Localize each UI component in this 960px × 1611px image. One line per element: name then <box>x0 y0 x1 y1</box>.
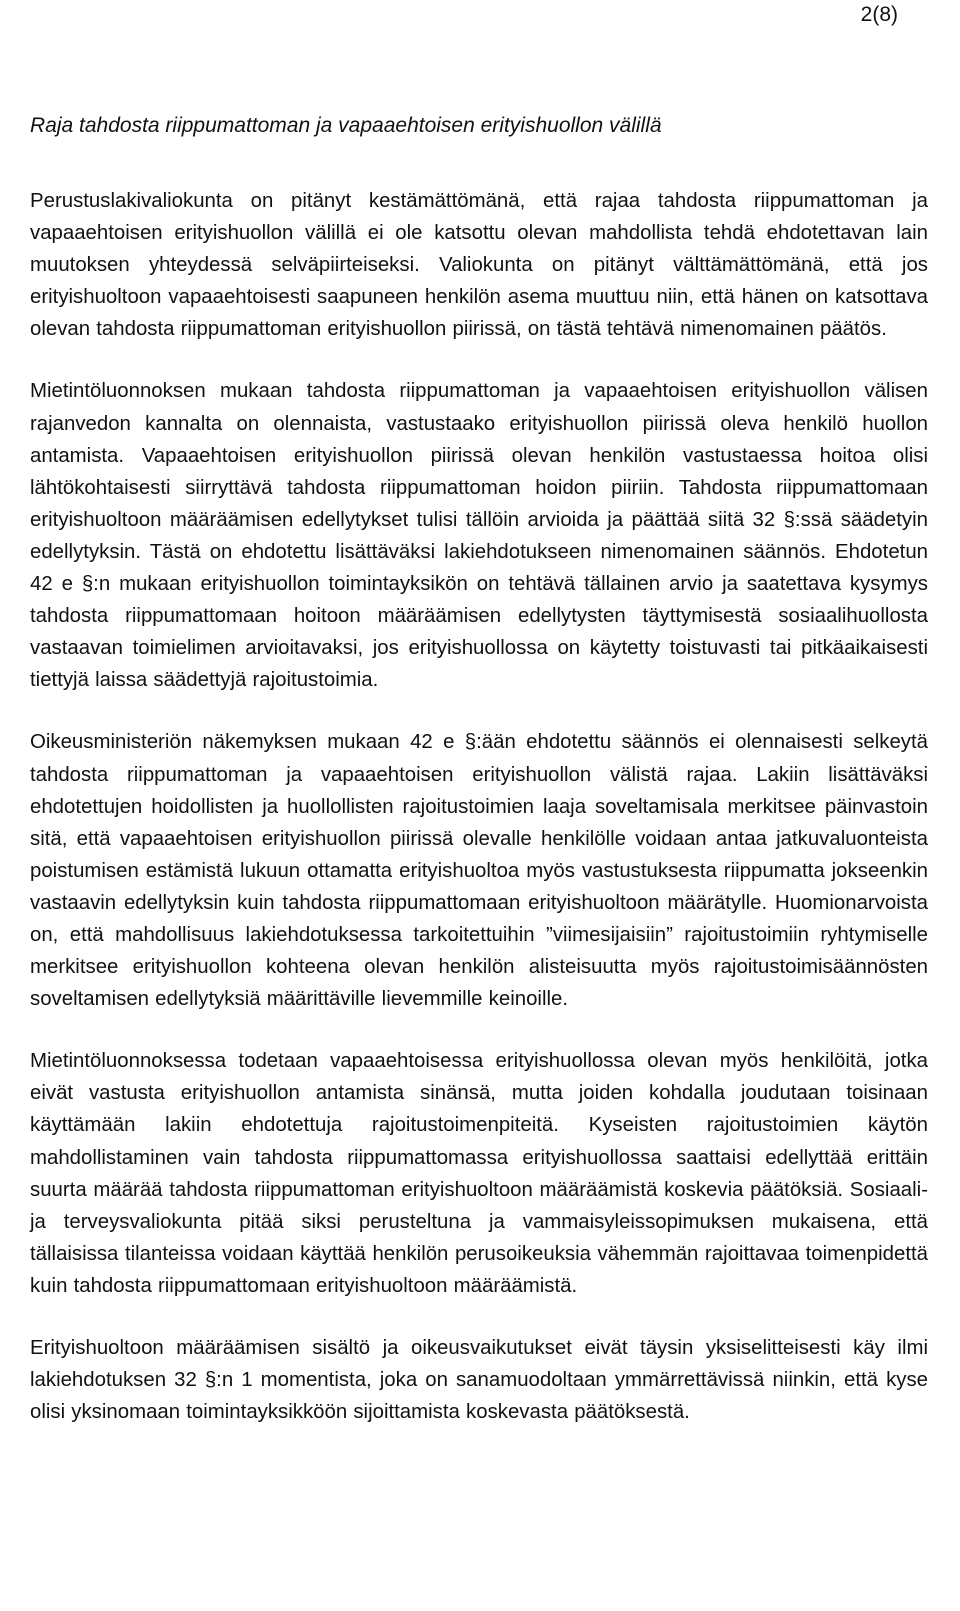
paragraph-5-text: Erityishuoltoon määräämisen sisältö ja oikeusvaikutukset eivät täysin yksiselitteisesti käy ilmi lakiehdotuksen 32 §:n 1 momentista, joka on sanamuodoltaan ymmärrettävissä niinkin, että kyse olisi yksinomaan toimintayksikköön sijoittamista koskevasta päätöksestä. <box>30 1337 928 1424</box>
paragraph-3 <box>30 726 928 1015</box>
paragraph-4 <box>30 1045 928 1302</box>
page-number: 2(8) <box>860 3 898 26</box>
paragraph-4-text: Mietintöluonnoksessa todetaan vapaaehtoisessa erityishuollossa olevan myös henkilöitä, jotka eivät vastusta erityishuollon antamista sinänsä, mutta joiden kohdalla joudutaan toisinaan käyttämään lakiin ehdotettuja rajoitustoimenpiteitä. Kyseisten rajoitustoimien käytön mahdollistaminen vain tahdosta riippumattomassa erityishuollossa saattaisi edellyttää erittäin suurta määrää tahdosta riippumattoman erityishuoltoon määräämistä koskevia päätöksiä. Sosiaali- ja terveysvaliokunta pitää siksi perusteltuna ja vammaisyleissopimuksen mukaisena, että tällaisissa tilanteissa voidaan käyttää henkilön perusoikeuksia vähemmän rajoittavaa toimenpidettä kuin tahdosta riippumattomaan erityishuoltoon määräämistä. <box>30 1050 928 1297</box>
paragraph-1-part-2: Valiokunta on pitänyt välttämättömänä, että jos erityishuoltoon vapaaehtoisesti saapuneen henkilön asema muuttuu niin, että hänen on katsottava olevan tahdosta riippumattoman erityishuollon piirissä, on tästä tehtävä nimenomainen päätös. <box>30 254 928 341</box>
paragraph-2-text: Mietintöluonnoksen mukaan tahdosta riippumattoman ja vapaaehtoisen erityishuollon välisen rajanvedon kannalta on olennaista, vastustaako erityishuollon piirissä oleva henkilö huollon antamista. Vapaaehtoisen erityishuollon piirissä olevan henkilön vastustaessa hoitoa olisi lähtökohtaisesti siirryttävä tahdosta riippumattoman hoidon piiriin. Tahdosta riippumattomaan erityishuoltoon määräämisen edellytykset tulisi tällöin arvioida ja päättää siitä 32 §:ssä säädetyin edellytyksin. Tästä on ehdotettu lisättäväksi lakiehdotukseen nimenomainen säännös. Ehdotetun 42 e §:n mukaan erityishuollon toimintayksikön on tehtävä tällainen arvio ja saatettava kysymys tahdosta riippumattomaan hoitoon määräämisen edellytysten täyttymisestä sosiaalihuollosta vastaavan toimielimen arvioitavaksi, jos erityishuollossa on käytetty toistuvasti tai pitkäaikaisesti tiettyjä laissa säädettyjä rajoitustoimia. <box>30 380 928 692</box>
paragraph-2 <box>30 375 928 696</box>
paragraph-3-text: Oikeusministeriön näkemyksen mukaan 42 e §:ään ehdotettu säännös ei olennaisesti selkeytä tahdosta riippumattoman ja vapaaehtoisen erityishuollon välistä rajaa. Lakiin lisättäväksi ehdotettujen hoidollisten ja huollollisten rajoitustoimien laaja soveltamisala merkitsee päinvastoin sitä, että vapaaehtoisen erityishuollon piirissä olevalle henkilölle voidaan antaa jatkuvaluonteista poistumisen estämistä lukuun ottamatta erityishuoltoa myös vastustuksesta riippumatta jokseenkin vastaavin edellytyksin kuin tahdosta riippumattomaan erityishuoltoon määrätylle. Huomionarvoista on, että mahdollisuus lakiehdotuksessa tarkoitettuihin ”viimesijaisiin” rajoitustoimiin ryhtymiselle merkitsee erityishuollon kohteena olevan henkilön alisteisuutta myös rajoitustoimisäännösten soveltamisen edellytyksiä määrittäville lievemmille keinoille. <box>30 731 928 1011</box>
paragraph-5 <box>30 1332 928 1428</box>
paragraph-1-part-1: Perustuslakivaliokunta on pitänyt kestämättömänä, että rajaa tahdosta riippumattoman ja vapaaehtoisen erityishuollon välillä ei ole katsottu olevan mahdollista tehdä ehdotettavan lain muutoksen yhteydessä selväpiirteiseksi. <box>30 190 928 277</box>
document-body <box>30 111 928 1458</box>
paragraph-1 <box>30 185 928 345</box>
section-heading: Raja tahdosta riippumattoman ja vapaaehtoisen erityishuollon välillä <box>30 114 662 137</box>
